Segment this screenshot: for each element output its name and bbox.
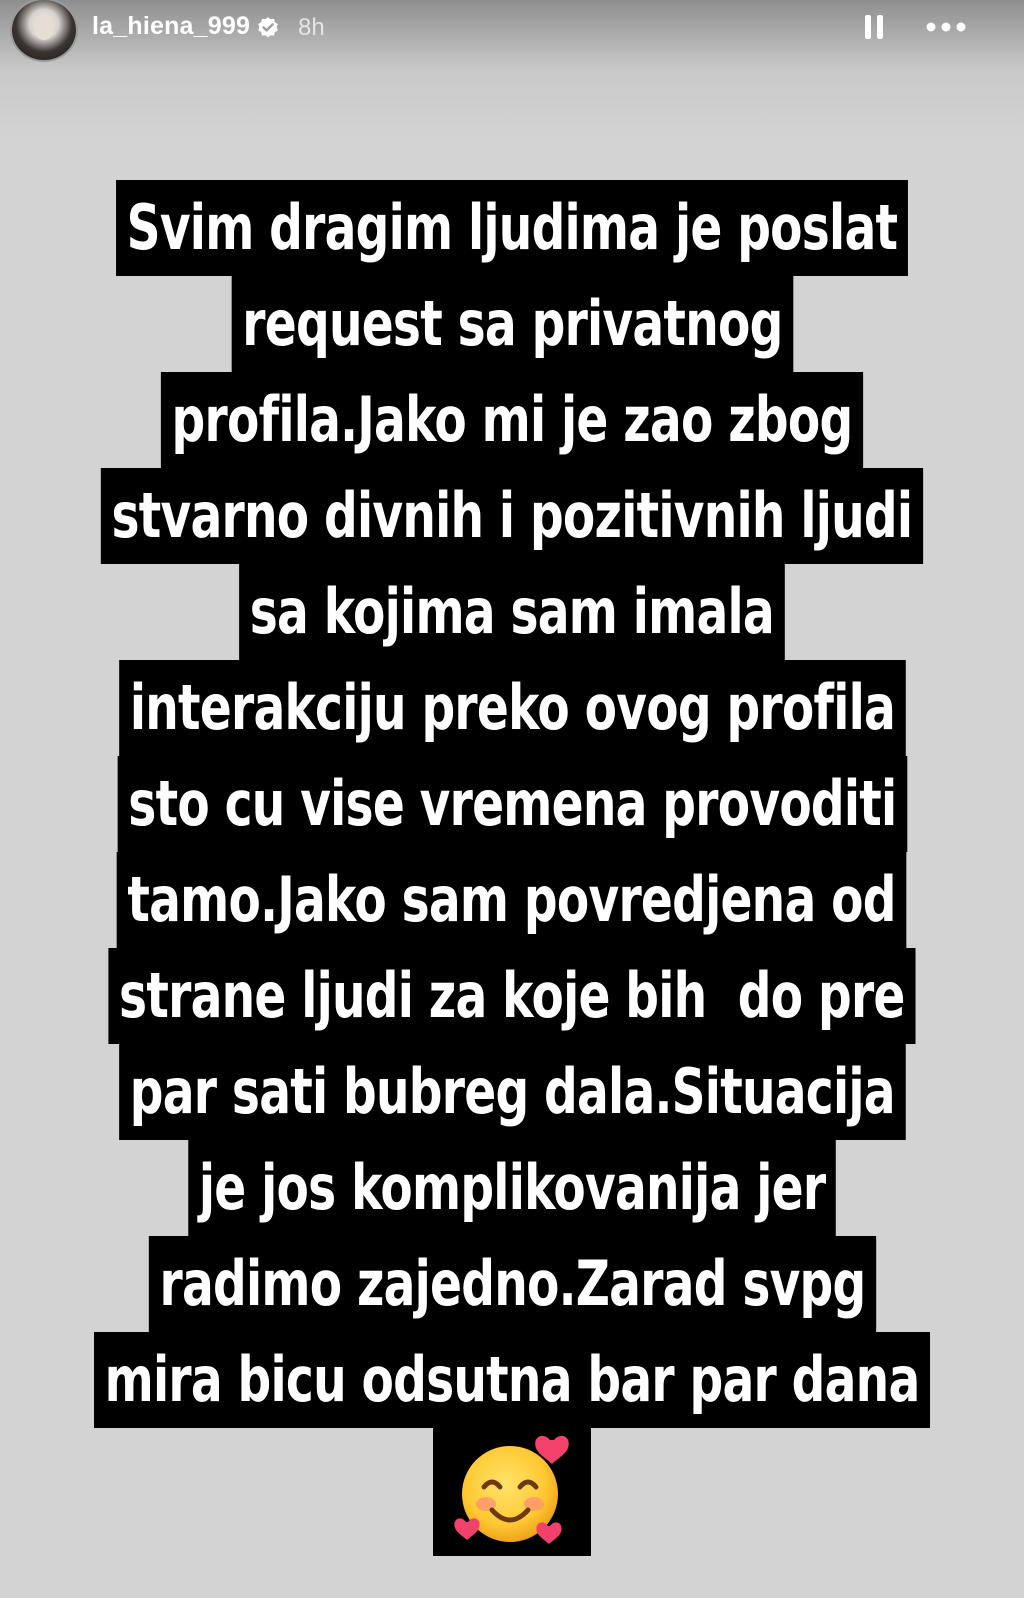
story-text-line: Svim dragim ljudima je poslat bbox=[116, 180, 908, 276]
username[interactable]: la_hiena_999 bbox=[92, 12, 251, 40]
story-text-line: je jos komplikovanija jer bbox=[188, 1140, 836, 1236]
post-time: 8h bbox=[298, 14, 325, 41]
story-text-line: request sa privatnog bbox=[231, 276, 793, 372]
story-text-line: profila.Jako mi je zao zbog bbox=[161, 372, 863, 468]
story-text-line: stvarno divnih i pozitivnih ljudi bbox=[101, 468, 923, 564]
story-text-line: par sati bubreg dala.Situacija bbox=[119, 1044, 905, 1140]
story-text-line: interakciju preko ovog profila bbox=[119, 660, 906, 756]
story-header bbox=[0, 0, 1024, 62]
story-text-line: mira bicu odsutna bar par dana bbox=[94, 1332, 930, 1428]
more-options-icon[interactable] bbox=[924, 12, 968, 42]
story-text bbox=[0, 180, 1024, 1556]
verified-badge-icon bbox=[256, 16, 280, 40]
profile-avatar[interactable] bbox=[10, 0, 78, 62]
pause-icon[interactable] bbox=[860, 12, 890, 42]
story-text-line: radimo zajedno.Zarad svpg bbox=[148, 1236, 875, 1332]
smiling-face-with-hearts-icon bbox=[452, 1432, 572, 1552]
story-text-line: strane ljudi za koje bih do pre bbox=[109, 948, 916, 1044]
story-text-line: sa kojima sam imala bbox=[239, 564, 784, 660]
story-text-line: sto cu vise vremena provoditi bbox=[117, 756, 906, 852]
story-text-line: tamo.Jako sam povredjena od bbox=[117, 852, 907, 948]
avatar-face bbox=[34, 14, 54, 40]
emoji-container bbox=[433, 1428, 591, 1556]
